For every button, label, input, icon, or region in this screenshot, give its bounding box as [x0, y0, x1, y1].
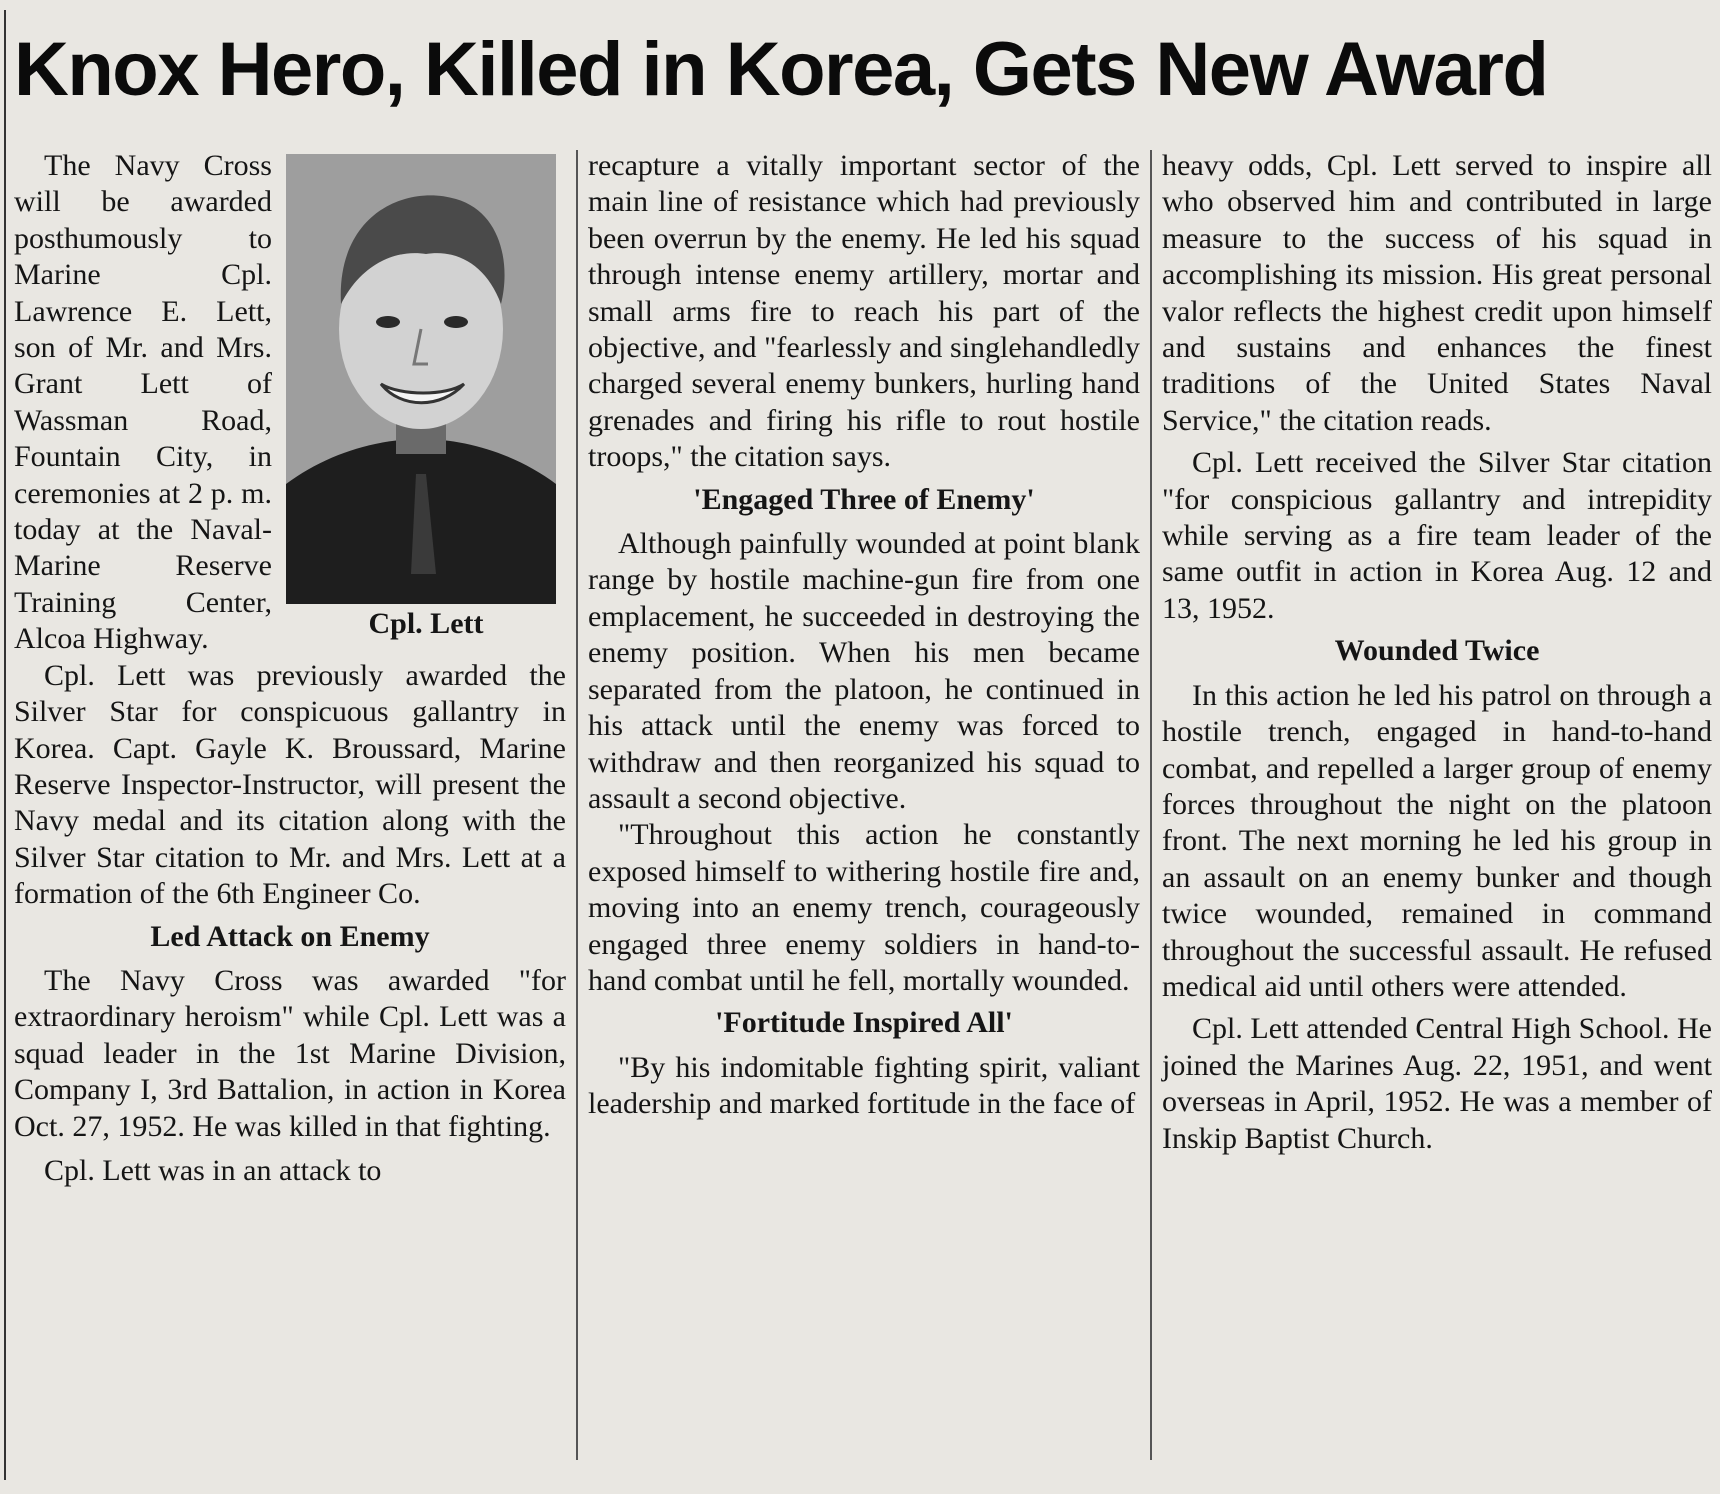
- column-2: [588, 148, 1140, 1468]
- subhead-led-attack: Led Attack on Enemy: [150, 919, 430, 953]
- col1-paragraph-4: Cpl. Lett was in an attack to: [44, 1153, 382, 1187]
- headline: Knox Hero, Killed in Korea, Gets New Award: [14, 27, 1548, 112]
- col3-paragraph-2: Cpl. Lett received the Silver Star citation "for conspicious gallantry and intrepidity while serving as a fire team leader of the same outfit in action in Korea Aug. 12 and 13, 1952.: [1162, 446, 1712, 625]
- portrait-block: [286, 154, 566, 642]
- subhead-engaged-three: 'Engaged Three of Enemy': [693, 482, 1035, 516]
- col2-paragraph-1: recapture a vitally important sector of the main line of resistance which had previously been overrun by the enemy. He led his squad through intense enemy artillery, mortar and small arms fire to reach his part of the objective, and "fearlessly and singlehandledly charged several enemy bunkers, hurling hand grenades and firing his rifle to rout hostile troops," the citation says.: [588, 149, 1140, 474]
- col1-paragraph-3: The Navy Cross was awarded "for extraordinary heroism" while Cpl. Lett was a squad leader in the 1st Marine Division, Company I, 3rd Battalion, in action in Korea Oct. 27, 1952. He was killed in that fighting.: [14, 963, 566, 1143]
- col1-paragraph-2: Cpl. Lett was previously awarded the Silver Star for conspicuous gallantry in Korea. Capt. Gayle K. Broussard, Marine Reserve Inspector-Instructor, will present the Navy medal and its citation along with the Silver Star citation to Mr. and Mrs. Lett at a formation of the 6th Engineer Co.: [14, 658, 566, 911]
- col3-paragraph-1: heavy odds, Cpl. Lett served to inspire all who observed him and contributed in large measure to the success of his squad in accomplishing its mission. His great personal valor reflects the highest credit upon himself and sustains and enhances the finest traditions of the United States Naval Service," the citation reads.: [1162, 149, 1712, 437]
- photo-caption: Cpl. Lett: [368, 607, 484, 640]
- col2-paragraph-3: "Throughout this action he constantly exposed himself to withering hostile fire and, moving into an enemy trench, courageously engaged three enemy soldiers in hand-to-hand combat until he fell, mortally wounded.: [588, 818, 1140, 997]
- col3-paragraph-3: In this action he led his patrol on through a hostile trench, engaged in hand-to-hand combat, and repelled a larger group of enemy forces throughout the night on the platoon front. The next morning he led his group in an assault on an enemy bunker and though twice wounded, remained in command throughout the successful assault. He refused medical aid until others were attended.: [1162, 678, 1712, 1003]
- column-1: [14, 148, 566, 1468]
- portrait-photo: [286, 154, 556, 604]
- column-rule-1: [576, 150, 578, 1460]
- col2-paragraph-2: Although painfully wounded at point blank range by hostile machine-gun fire from one emplacement, he succeeded in destroying the enemy position. When his men became separated from the platoon, he continued in his attack until the enemy was forced to withdraw and then reorganized his squad to assault a second objective.: [588, 527, 1140, 815]
- col2-paragraph-4: "By his indomitable fighting spirit, valiant leadership and marked fortitude in the face of: [588, 1050, 1140, 1121]
- col3-paragraph-4: Cpl. Lett attended Central High School. He joined the Marines Aug. 22, 1951, and went overseas in April, 1952. He was a member of Inskip Baptist Church.: [1162, 1012, 1712, 1155]
- subhead-fortitude: 'Fortitude Inspired All': [715, 1006, 1013, 1040]
- column-3: [1162, 148, 1712, 1468]
- left-border-rule: [4, 10, 6, 1480]
- portrait-illustration: [286, 154, 556, 604]
- subhead-wounded-twice: Wounded Twice: [1334, 634, 1540, 668]
- column-rule-2: [1150, 150, 1152, 1460]
- col1-paragraph-1: The Navy Cross will be awarded posthumously to Marine Cpl. Lawrence E. Lett, son of Mr. and Mrs. Grant Lett of Wassman Road, Fountain City, in ceremonies at 2 p. m. today at the Naval-Marine Reserve Training Center, Alcoa Highway.: [14, 149, 272, 656]
